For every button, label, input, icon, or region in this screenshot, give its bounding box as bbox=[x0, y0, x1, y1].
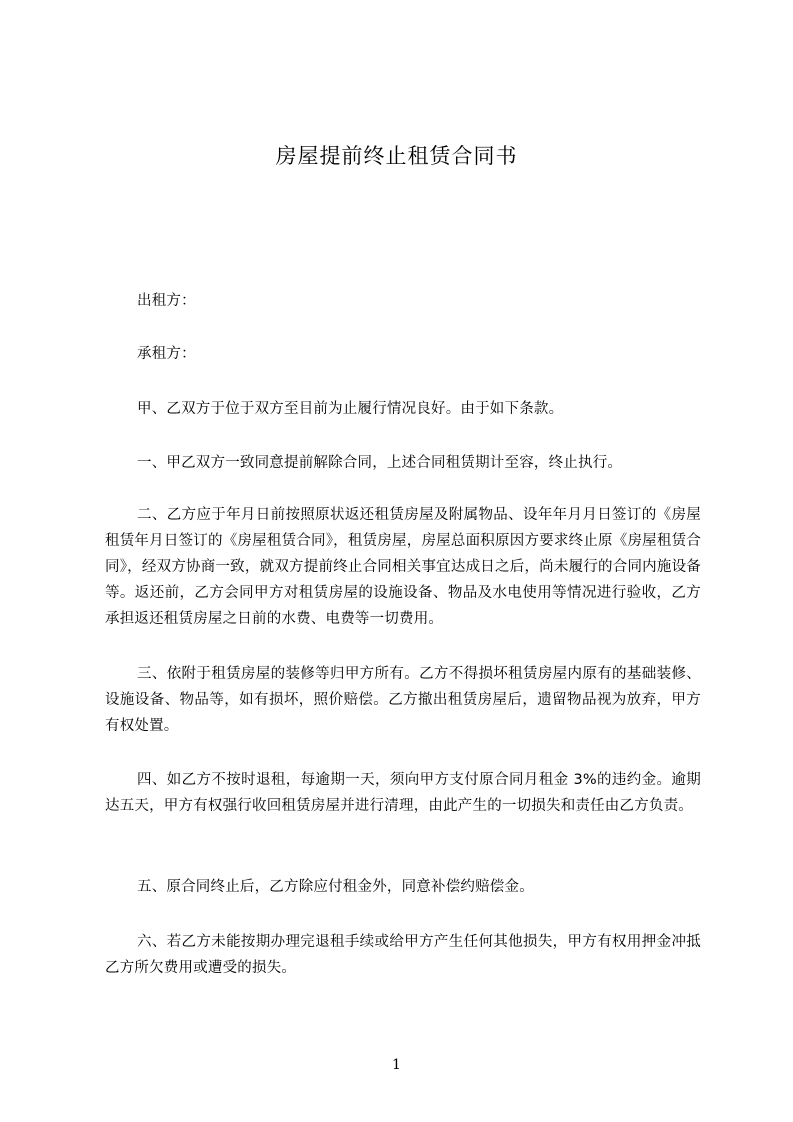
clause-3: 三、依附于租赁房屋的装修等归甲方所有。乙方不得损坏租赁房屋内原有的基础装修、设施设备、物品等，如有损坏，照价赔偿。乙方撤出租赁房屋后，遗留物品视为放弃，甲方有权处置。 bbox=[105, 666, 701, 734]
page-number: 1 bbox=[392, 1057, 401, 1073]
clause-1: 一、甲乙双方一致同意提前解除合同，上述合同租赁期计至容，终止执行。 bbox=[137, 455, 623, 471]
document-title: 房屋提前终止租赁合同书 bbox=[275, 144, 518, 168]
clause-6: 六、若乙方未能按期办理完退租手续或给甲方产生任何其他损失，甲方有权用押金冲抵乙方所欠费用或遭受的损失。 bbox=[105, 934, 701, 976]
clause-4: 四、如乙方不按时退租，每逾期一天，须向甲方支付原合同月租金 3%的违约金。逾期达五天，甲方有权强行收回租赁房屋并进行清理，由此产生的一切损失和责任由乙方负责。 bbox=[105, 772, 701, 814]
preamble-paragraph: 甲、乙双方于位于双方至目前为止履行情况良好。由于如下条款。 bbox=[137, 401, 564, 417]
lessee-label: 承租方： bbox=[137, 346, 196, 362]
clause-5: 五、原合同终止后，乙方除应付租金外，同意补偿约赔偿金。 bbox=[137, 879, 534, 895]
lessor-label: 出租方： bbox=[137, 293, 196, 309]
clause-2: 二、乙方应于年月日前按照原状返还租赁房屋及附属物品、设年年月月日签订的《房屋租赁年月日签订的《房屋租赁合同》，租赁房屋，房屋总面积原因方要求终止原《房屋租赁合同》，经双方协商一致，就双方提前终止合同相关事宜达成日之后，尚未履行的合同内施设备等。返还前，乙方会同甲方对租赁房屋的设施设备、物品及水电使用等情况进行验收，乙方承担返还租赁房屋之日前的水费、电费等一切费用。 bbox=[105, 507, 701, 627]
